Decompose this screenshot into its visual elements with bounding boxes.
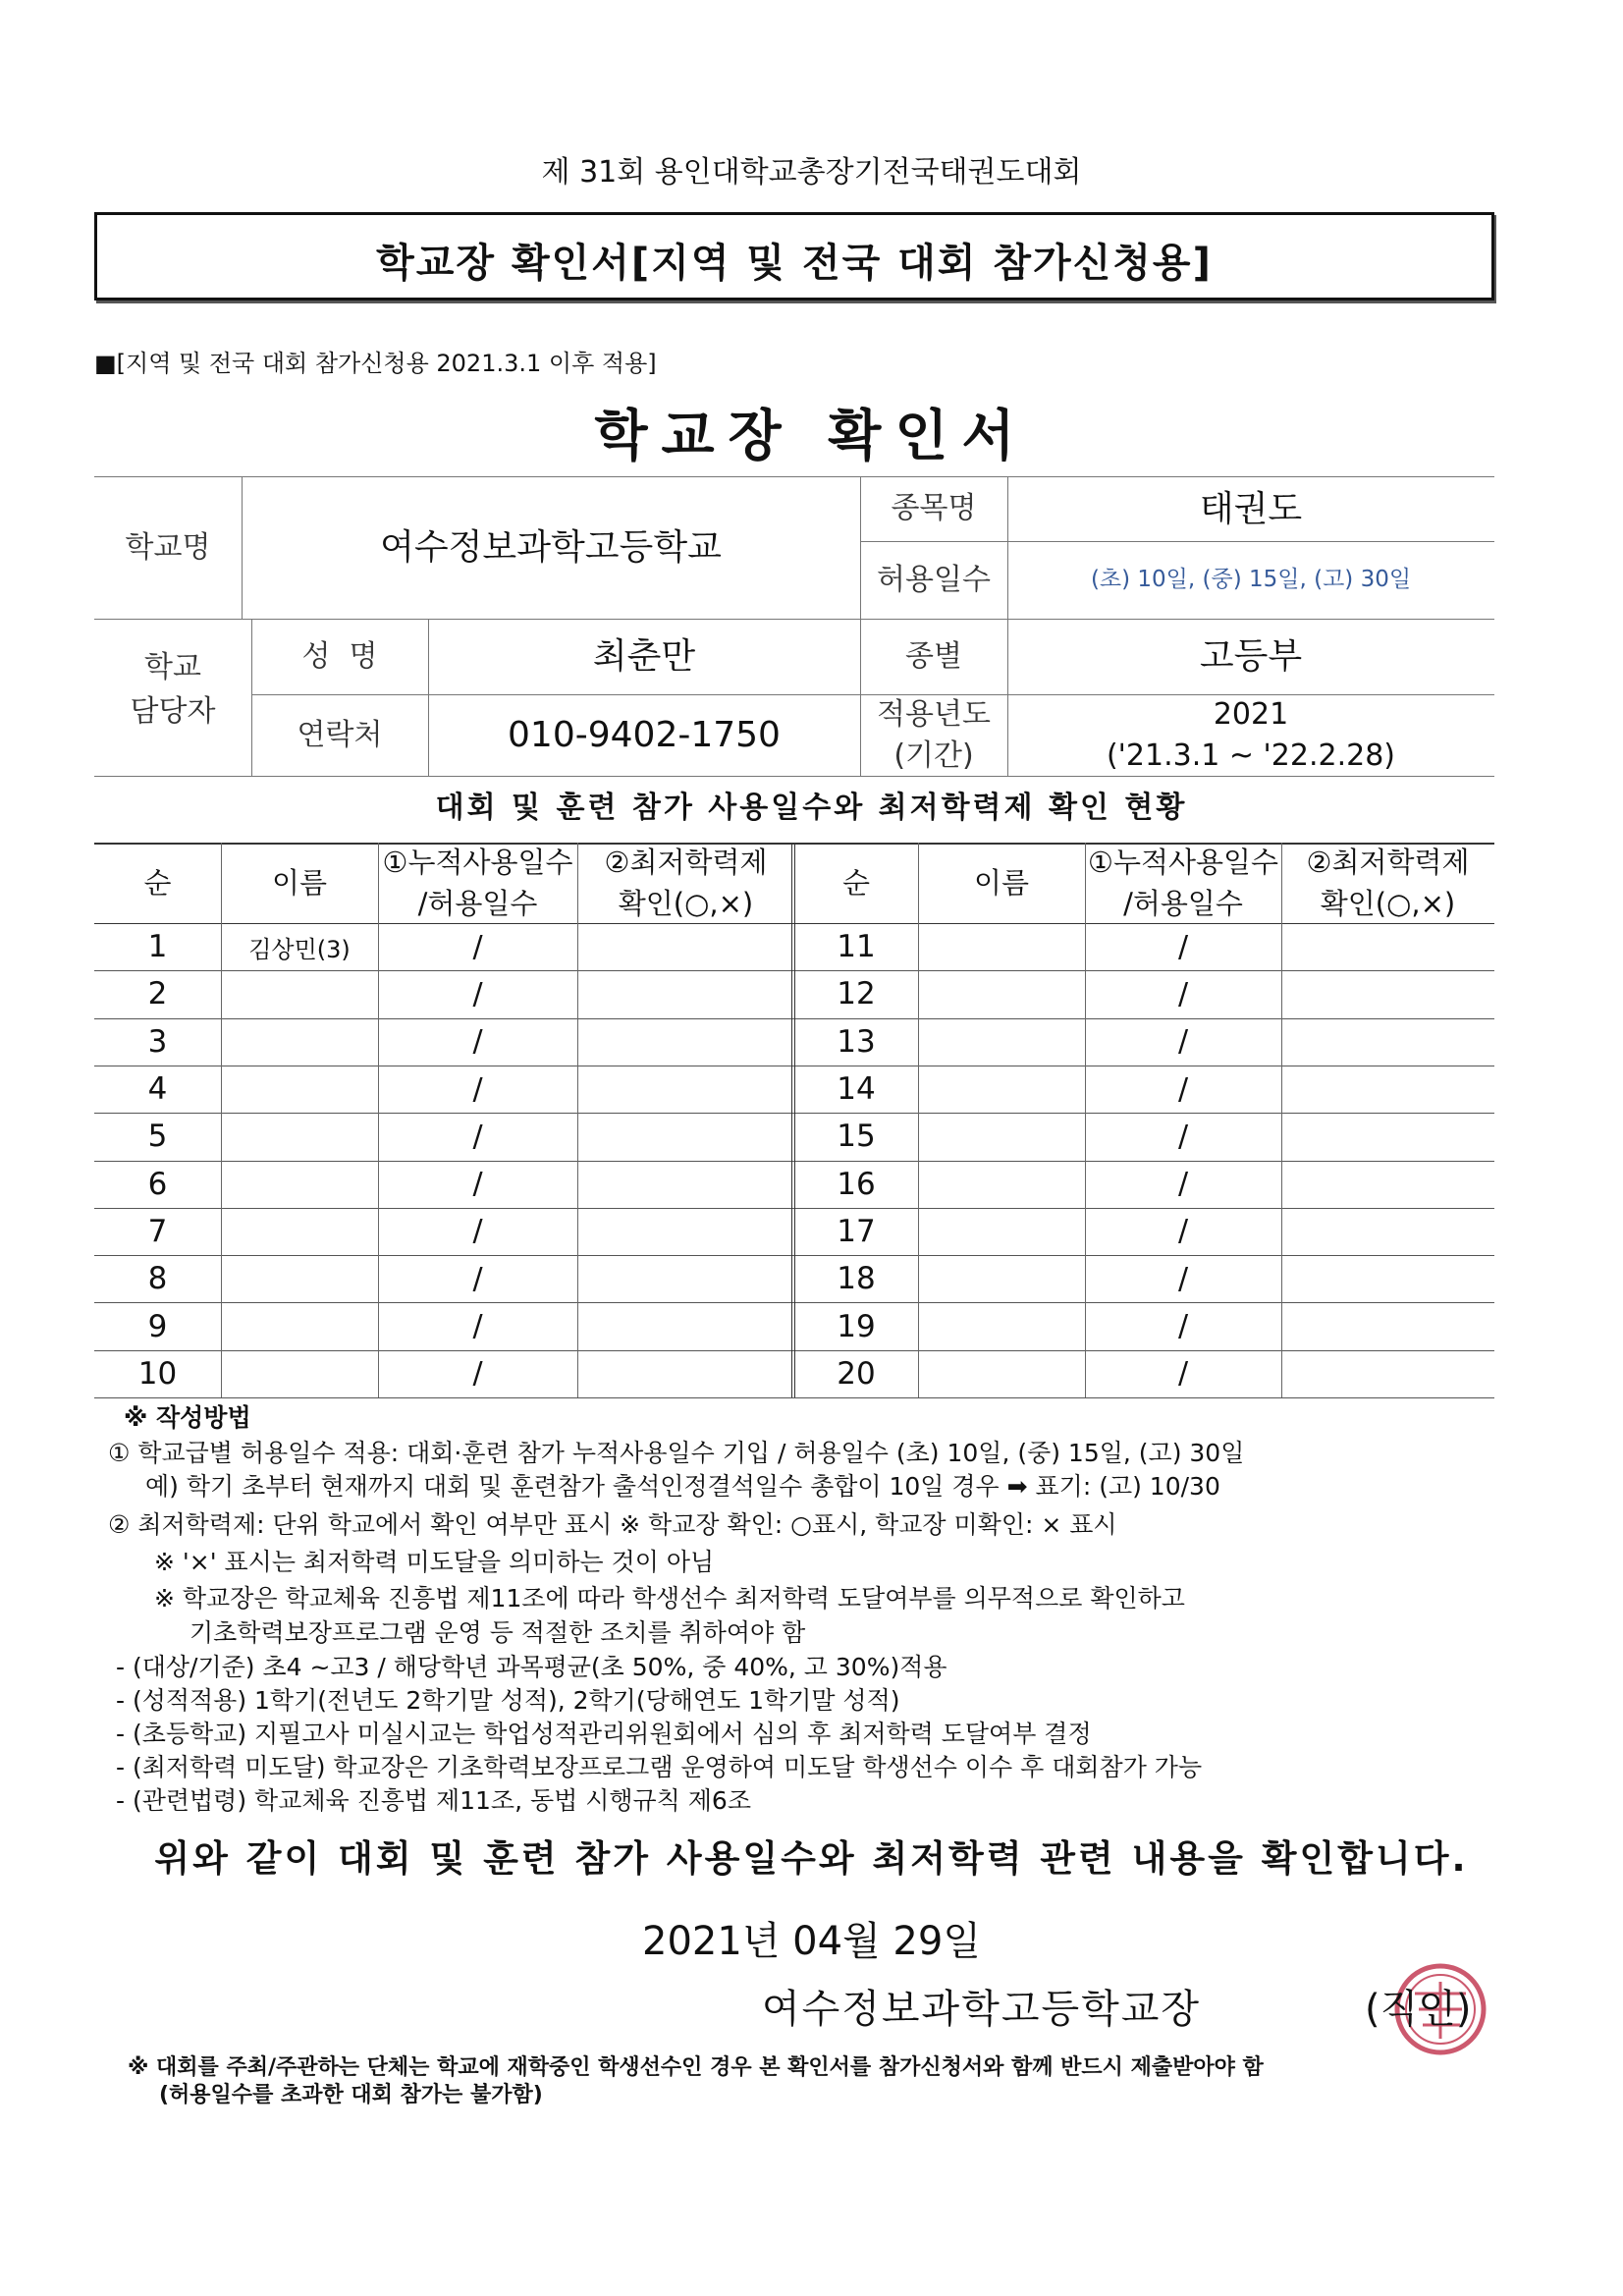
row-days: / xyxy=(472,1261,483,1296)
header-check: ②최저학력제 확인(○,×) xyxy=(604,845,768,920)
row-check xyxy=(577,970,794,1017)
footnote: (허용일수를 초과한 대회 참가는 불가함) xyxy=(159,2083,543,2107)
header-check: ②최저학력제 확인(○,×) xyxy=(1306,845,1470,920)
instruction-line: - (성적적용) 1학기(전년도 2학기말 성적), 2학기(당해연도 1학기말 성적) xyxy=(116,1686,900,1715)
row-name xyxy=(221,1113,378,1160)
instructions-heading: ※ 작성방법 xyxy=(124,1403,251,1432)
row-number: 10 xyxy=(137,1355,178,1392)
row-days: / xyxy=(472,976,483,1011)
row-check xyxy=(1281,1018,1494,1066)
allowed-days-label: 허용일수 xyxy=(877,562,991,597)
row-days: / xyxy=(472,1214,483,1249)
contact-value: 010-9402-1750 xyxy=(508,715,781,755)
footnote: ※ 대회를 주최/주관하는 단체는 학교에 재학중인 학생선수인 경우 본 확인서를 참가신청서와 함께 반드시 제출받아야 함 xyxy=(128,2055,1264,2080)
row-check xyxy=(577,1255,794,1302)
sport-value: 태권도 xyxy=(1199,488,1303,529)
row-number: 6 xyxy=(147,1166,168,1202)
manager-label-line1: 학교 xyxy=(144,650,201,685)
header-number: 순 xyxy=(841,865,870,900)
row-number: 18 xyxy=(837,1261,876,1297)
instruction-line: 예) 학기 초부터 현재까지 대회 및 훈련참가 출석인정결석일수 총합이 10일 경우 ➡ 표기: (고) 10/30 xyxy=(145,1472,1220,1501)
name-label: 성 명 xyxy=(301,638,378,674)
row-check xyxy=(577,1113,794,1160)
name-value: 최춘만 xyxy=(592,636,696,677)
table-line xyxy=(94,1397,1494,1398)
category-label: 종별 xyxy=(905,638,962,674)
row-name xyxy=(221,970,378,1017)
row-days: / xyxy=(472,1356,483,1392)
row-name xyxy=(918,1018,1085,1066)
row-check xyxy=(1281,970,1494,1017)
row-check xyxy=(1281,1208,1494,1255)
row-name xyxy=(918,1161,1085,1208)
row-name xyxy=(221,1350,378,1397)
year-label-line1: 적용년도 xyxy=(877,697,991,733)
row-check xyxy=(1281,1113,1494,1160)
row-days: / xyxy=(1177,976,1189,1011)
principal-name: 여수정보과학고등학교장 xyxy=(762,1987,1202,2032)
row-name xyxy=(918,1113,1085,1160)
row-name xyxy=(221,1255,378,1302)
row-days: / xyxy=(1177,1167,1189,1202)
grid-line xyxy=(94,776,1494,777)
row-days: / xyxy=(1177,1024,1189,1060)
row-days: / xyxy=(472,929,483,964)
category-value: 고등부 xyxy=(1199,636,1303,677)
row-days: / xyxy=(472,1119,483,1154)
row-name xyxy=(918,1255,1085,1302)
instruction-line: - (관련법령) 학교체육 진흥법 제11조, 동법 시행규칙 제6조 xyxy=(116,1786,751,1815)
row-number: 8 xyxy=(147,1261,168,1297)
row-name xyxy=(221,1066,378,1113)
row-number: 4 xyxy=(147,1071,168,1108)
row-check xyxy=(577,1302,794,1349)
document-title: 학교장 확인서 xyxy=(594,405,1029,468)
row-days: / xyxy=(1177,1356,1189,1392)
row-check xyxy=(577,923,794,970)
instruction-line: ※ 학교장은 학교체육 진흥법 제11조에 따라 학생선수 최저학력 도달여부를 의무적으로 확인하고 xyxy=(154,1584,1185,1613)
row-number: 12 xyxy=(837,976,876,1012)
row-number: 3 xyxy=(147,1023,168,1060)
header-name: 이름 xyxy=(271,865,328,900)
row-number: 13 xyxy=(837,1023,876,1060)
year-label-line2: (기간) xyxy=(893,738,974,773)
row-check xyxy=(1281,1350,1494,1397)
row-name xyxy=(918,1302,1085,1349)
row-days: / xyxy=(1177,929,1189,964)
row-days: / xyxy=(472,1309,483,1344)
row-days: / xyxy=(472,1167,483,1202)
event-title: 제 31회 용인대학교총장기전국태권도대회 xyxy=(541,155,1082,190)
row-number: 7 xyxy=(147,1213,168,1249)
row-name xyxy=(918,1066,1085,1113)
row-days: / xyxy=(472,1024,483,1060)
row-name xyxy=(221,1302,378,1349)
row-number: 19 xyxy=(837,1308,876,1344)
confirmation-statement: 위와 같이 대회 및 훈련 참가 사용일수와 최저학력 관련 내용을 확인합니다. xyxy=(154,1837,1469,1880)
row-name xyxy=(918,970,1085,1017)
seal-label: (직인) xyxy=(1365,1987,1472,2032)
row-days: / xyxy=(1177,1119,1189,1154)
row-number: 15 xyxy=(837,1119,876,1155)
instruction-line: - (대상/기준) 초4 ~고3 / 해당학년 과목평균(초 50%, 중 40%, 고 30%)적용 xyxy=(116,1653,947,1681)
row-check xyxy=(577,1208,794,1255)
row-days: / xyxy=(1177,1214,1189,1249)
row-name xyxy=(918,923,1085,970)
row-days: / xyxy=(1177,1261,1189,1296)
row-check xyxy=(1281,1066,1494,1113)
year-value-line2: ('21.3.1 ~ '22.2.28) xyxy=(1106,738,1396,773)
contact-label: 연락처 xyxy=(297,717,383,752)
row-days: / xyxy=(1177,1071,1189,1107)
row-check xyxy=(1281,1255,1494,1302)
row-name xyxy=(221,1208,378,1255)
row-check xyxy=(1281,1302,1494,1349)
instruction-line: ② 최저학력제: 단위 학교에서 확인 여부만 표시 ※ 학교장 확인: ○표시, 학교장 미확인: × 표시 xyxy=(108,1510,1117,1539)
row-days: / xyxy=(1177,1309,1189,1344)
row-check xyxy=(577,1350,794,1397)
row-check xyxy=(577,1066,794,1113)
sport-label: 종목명 xyxy=(891,491,977,526)
row-name xyxy=(918,1350,1085,1397)
instruction-line: - (최저학력 미도달) 학교장은 기초학력보장프로그램 운영하여 미도달 학생선수 이수 후 대회참가 가능 xyxy=(116,1753,1203,1781)
instruction-line: 기초학력보장프로그램 운영 등 적절한 조치를 취하여야 함 xyxy=(189,1618,806,1647)
row-number: 5 xyxy=(147,1119,168,1155)
scope-note: ■[지역 및 전국 대회 참가신청용 2021.3.1 이후 적용] xyxy=(94,350,657,377)
year-value-line1: 2021 xyxy=(1213,697,1289,733)
row-name xyxy=(221,1161,378,1208)
row-name xyxy=(221,1018,378,1066)
header-days: ①누적사용일수 /허용일수 xyxy=(382,845,573,920)
banner-title: 학교장 확인서[지역 및 전국 대회 참가신청용] xyxy=(376,241,1213,286)
row-name: 김상민(3) xyxy=(248,935,351,963)
status-heading: 대회 및 훈련 참가 사용일수와 최저학력제 확인 현황 xyxy=(435,791,1188,825)
row-check xyxy=(1281,1161,1494,1208)
header-number: 순 xyxy=(143,865,172,900)
row-check xyxy=(577,1161,794,1208)
row-check xyxy=(1281,923,1494,970)
manager-label-line2: 담당자 xyxy=(130,694,216,730)
row-name xyxy=(918,1208,1085,1255)
allowed-days-value: (초) 10일, (중) 15일, (고) 30일 xyxy=(1090,567,1412,593)
header-name: 이름 xyxy=(973,865,1030,900)
header-days: ①누적사용일수 /허용일수 xyxy=(1087,845,1279,920)
row-number: 1 xyxy=(147,929,168,965)
row-number: 20 xyxy=(837,1355,876,1392)
row-number: 14 xyxy=(837,1071,876,1108)
row-check xyxy=(577,1018,794,1066)
row-days: / xyxy=(472,1071,483,1107)
row-number: 2 xyxy=(147,976,168,1012)
issue-date: 2021년 04월 29일 xyxy=(642,1919,981,1964)
school-name-value: 여수정보과학고등학교 xyxy=(380,527,722,568)
instruction-line: - (초등학교) 지필고사 미실시교는 학업성적관리위원회에서 심의 후 최저학력 도달여부 결정 xyxy=(116,1720,1092,1748)
row-number: 17 xyxy=(837,1213,876,1249)
title-banner xyxy=(94,212,1494,301)
row-number: 9 xyxy=(147,1308,168,1344)
row-number: 16 xyxy=(837,1166,876,1202)
row-number: 11 xyxy=(837,929,876,965)
school-name-label: 학교명 xyxy=(125,529,211,565)
instruction-line: ① 학교급별 허용일수 적용: 대회·훈련 참가 누적사용일수 기입 / 허용일수 (초) 10일, (중) 15일, (고) 30일 xyxy=(108,1439,1245,1467)
instruction-line: ※ '×' 표시는 최저학력 미도달을 의미하는 것이 아님 xyxy=(154,1548,715,1576)
